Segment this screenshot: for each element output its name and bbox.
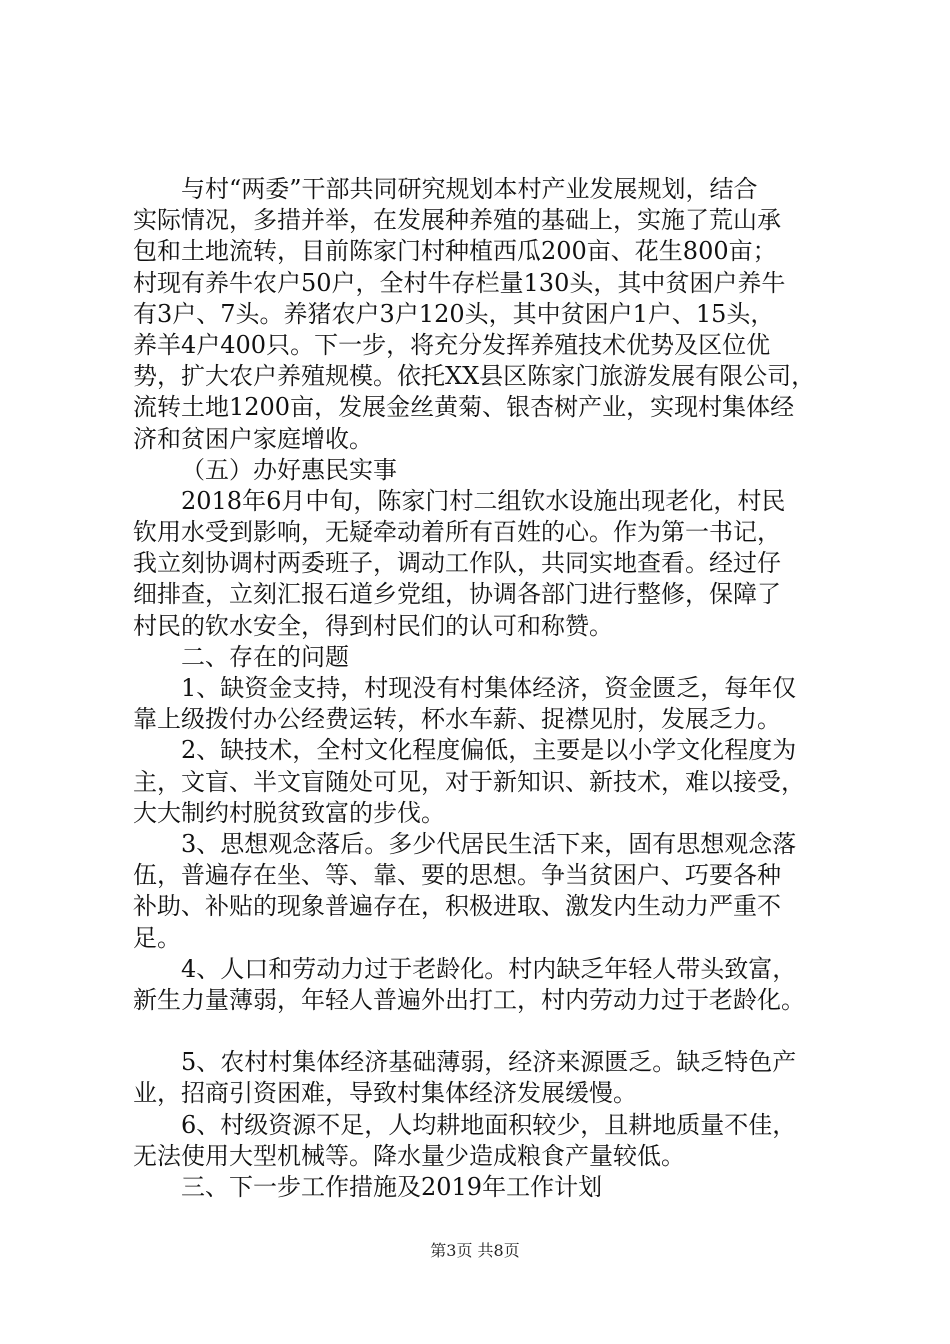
blank-line xyxy=(133,1016,833,1047)
text-line: 实际情况，多措并举，在发展种养殖的基础上，实施了荒山承 xyxy=(133,206,781,235)
text-line: 新生力量薄弱，年轻人普遍外出打工，村内劳动力过于老龄化。 xyxy=(133,985,805,1014)
text-line: （五）办好惠民实事 xyxy=(181,455,397,484)
text-line: 补助、补贴的现象普遍存在，积极进取、激发内生动力严重不 xyxy=(133,892,781,921)
text-line: 5、农村村集体经济基础薄弱，经济来源匮乏。缺乏特色产 xyxy=(181,1048,797,1077)
text-line: 我立刻协调村两委班子，调动工作队，共同实地查看。经过仔 xyxy=(133,549,781,578)
text-line: 3、思想观念落后。多少代居民生活下来，固有思想观念落 xyxy=(181,829,797,858)
text-line: 钦用水受到影响，无疑牵动着所有百姓的心。作为第一书记， xyxy=(133,518,781,547)
text-line: 细排查，立刻汇报石道乡党组，协调各部门进行整修，保障了 xyxy=(133,580,781,609)
text-line: 济和贫困户家庭增收。 xyxy=(133,424,373,453)
text-line: 足。 xyxy=(133,923,181,952)
text-line: 业，招商引资困难，导致村集体经济发展缓慢。 xyxy=(133,1079,637,1108)
text-line: 有3户、7头。养猪农户3户120头，其中贫困户1户、15头， xyxy=(133,299,775,328)
text-line: 无法使用大型机械等。降水量少造成粮食产量较低。 xyxy=(133,1141,685,1170)
text-line: 与村“两委”干部共同研究规划本村产业发展规划，结合 xyxy=(181,175,758,203)
text-line: 流转土地1200亩，发展金丝黄菊、银杏树产业，实现村集体经 xyxy=(133,393,795,422)
text-line: 二、存在的问题 xyxy=(181,642,349,671)
text-line: 靠上级拨付办公经费运转，杯水车薪、捉襟见肘，发展乏力。 xyxy=(133,705,781,734)
page-footer: 第3页 共8页 xyxy=(430,1241,520,1260)
text-line: 包和土地流转，目前陈家门村种植西瓜200亩、花生800亩； xyxy=(133,237,777,266)
text-line: 6、村级资源不足，人均耕地面积较少，且耕地质量不佳， xyxy=(181,1110,797,1139)
text-line: 2018年6月中旬，陈家门村二组钦水设施出现老化，村民 xyxy=(181,486,786,515)
text-line: 伍，普遍存在坐、等、靠、要的思想。争当贫困户、巧要各种 xyxy=(133,861,781,890)
document-body xyxy=(133,174,833,1203)
text-line: 三、下一步工作措施及2019年工作计划 xyxy=(181,1173,603,1201)
text-line: 养羊4户400只。下一步，将充分发挥养殖技术优势及区位优 xyxy=(133,330,771,359)
text-line: 村现有养牛农户50户，全村牛存栏量130头，其中贫困户养牛 xyxy=(133,268,786,297)
text-line: 2、缺技术，全村文化程度偏低，主要是以小学文化程度为 xyxy=(181,736,797,765)
text-line: 村民的钦水安全，得到村民们的认可和称赞。 xyxy=(133,611,613,640)
text-line: 主，文盲、半文盲随处可见，对于新知识、新技术，难以接受， xyxy=(133,767,805,796)
text-line: 势，扩大农户养殖规模。依托XX县区陈家门旅游发展有限公司， xyxy=(133,362,816,391)
text-line: 1、缺资金支持，村现没有村集体经济，资金匮乏，每年仅 xyxy=(181,674,797,702)
text-line: 大大制约村脱贫致富的步伐。 xyxy=(133,798,445,827)
text-line: 4、人口和劳动力过于老龄化。村内缺乏年轻人带头致富， xyxy=(181,954,797,983)
